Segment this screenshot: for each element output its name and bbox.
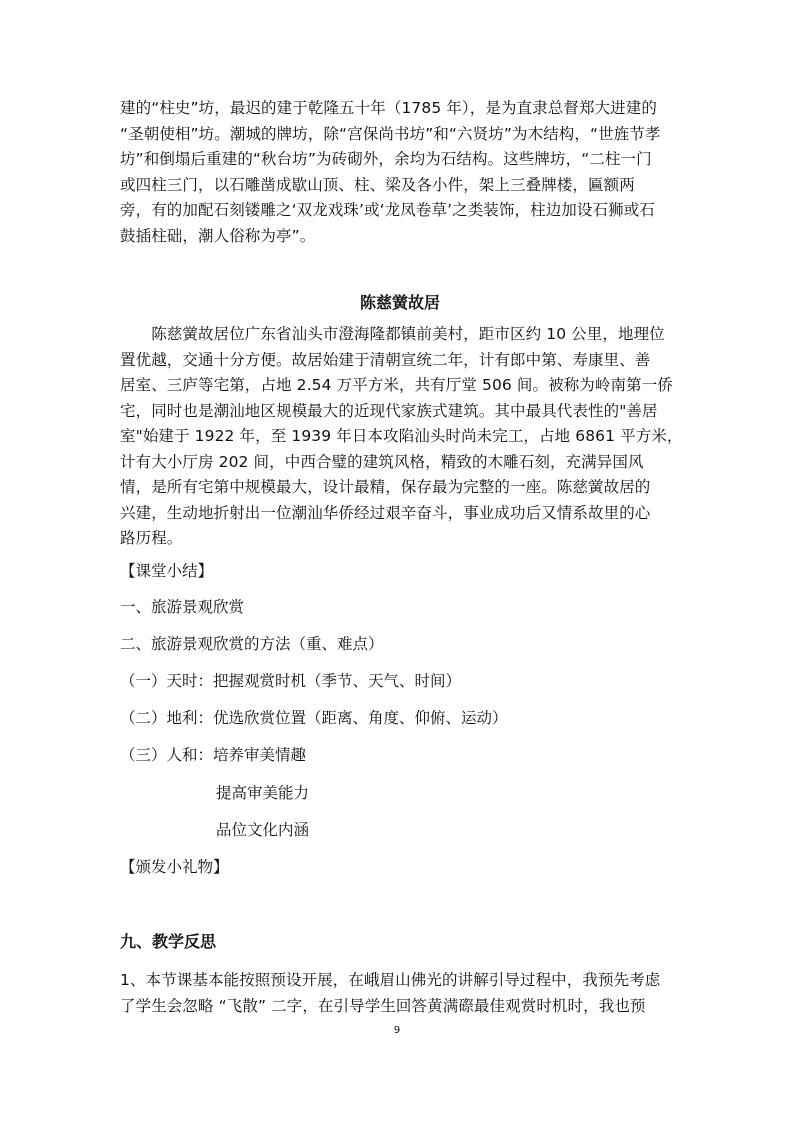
text-line: 鼓插柱础，潮人俗称为亭”。	[120, 226, 316, 245]
summary-sub-2: （二）地利：优选欣赏位置（距离、角度、仰俯、运动）	[120, 709, 508, 727]
text-line: 兴建，生动地折射出一位潮汕华侨经过艰辛奋斗，事业成功后又情系故里的心	[120, 503, 651, 522]
chen-paragraph	[120, 322, 683, 552]
text-line: 计有大小厅房 202 间，中西合璧的建筑风格，精致的木雕石刻，充满异国风	[120, 452, 644, 471]
text-line: “圣朝使相”坊。潮城的牌坊，除“宫保尚书坊”和“六贤坊”为木结构，“世旌节孝	[120, 124, 661, 143]
summary-label: 【课堂小结】	[120, 562, 214, 580]
text-line: 陈慈黉故居位广东省汕头市澄海隆都镇前美村，距市区约 10 公里，地理位	[120, 325, 665, 343]
reflection-paragraph	[120, 968, 680, 1019]
text-line: 宅，同时也是潮汕地区规模最大的近现代家族式建筑。其中最具代表性的"善居	[120, 401, 658, 420]
text-line: 路历程。	[120, 529, 183, 547]
summary-sub-1: （一）天时：把握观赏时机（季节、天气、时间）	[120, 672, 462, 690]
page-number: 9	[393, 1025, 401, 1036]
summary-sub-3a: 提高审美能力	[216, 784, 310, 802]
text-line: 旁，有的加配石刻镂雕之‘双龙戏珠’或‘龙凤卷草’之类装饰，柱边加设石狮或石	[120, 201, 655, 219]
gift-label: 【颁发小礼物】	[120, 858, 229, 876]
summary-point-1: 一、旅游景观欣赏	[120, 598, 245, 616]
summary-point-2: 二、旅游景观欣赏的方法（重、难点）	[120, 635, 384, 653]
text-line: 或四柱三门，以石雕凿成歇山顶、柱、梁及各小件，架上三叠牌楼，匾额两	[120, 175, 635, 194]
intro-paragraph	[120, 96, 680, 249]
text-line: 居室、三庐等宅第，占地 2.54 万平方米，共有厅堂 506 间。被称为岭南第一侨	[120, 376, 673, 394]
text-line: 坊”和倒塌后重建的“秋台坊”为砖砌外，余均为石结构。这些牌坊，“二柱一门	[120, 150, 652, 168]
section-heading: 陈慈黉故居	[359, 293, 440, 312]
text-line: 室"始建于 1922 年，至 1939 年日本攻陷汕头时尚未完工，占地 6861 平方米，	[120, 427, 683, 445]
text-line: 建的“柱史”坊，最迟的建于乾隆五十年（1785 年），是为直隶总督郑大进建的	[120, 99, 657, 117]
summary-sub-3: （三）人和：培养审美情趣	[120, 746, 307, 764]
summary-sub-3b: 品位文化内涵	[216, 821, 310, 839]
text-line: 情，是所有宅第中规模最大，设计最精，保存最为完整的一座。陈慈黉故居的	[120, 478, 651, 496]
reflection-title: 九、教学反思	[120, 932, 217, 951]
text-line: 1、本节课基本能按照预设开展，在峨眉山佛光的讲解引导过程中，我预先考虑	[120, 971, 661, 989]
text-line: 了学生会忽略 “飞散” 二字，在引导学生回答黄满磜最佳观赏时机时，我也预	[120, 996, 646, 1015]
text-line: 置优越，交通十分方便。故居始建于清朝宣统二年，计有郎中第、寿康里、善	[120, 350, 651, 369]
